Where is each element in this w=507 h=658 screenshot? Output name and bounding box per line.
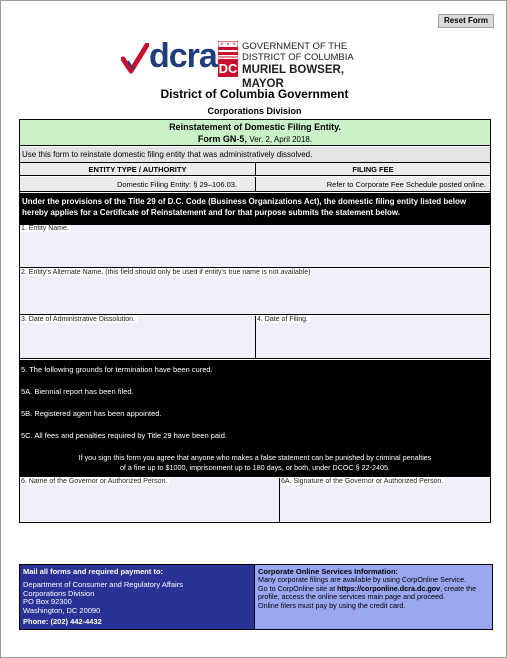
address-line-2: Corporations Division (23, 588, 95, 598)
ground-5a: 5A. Biennial report has been filed. (21, 387, 134, 396)
online-text-pre: Go to CorpOnline site at (258, 583, 338, 593)
entity-type-header: ENTITY TYPE / AUTHORITY (20, 163, 256, 176)
mailing-heading: Mail all forms and required payment to: (23, 567, 164, 576)
entity-type-value: Domestic Filing Entity: § 29–106.03. (20, 177, 256, 192)
gov-line-2: DISTRICT OF COLUMBIA (242, 52, 354, 63)
online-services-heading: Corporate Online Services Information: (258, 567, 399, 576)
phone-number: Phone: (202) 442-4432 (23, 617, 102, 626)
online-services-text-2 (258, 585, 489, 602)
online-services-text-1: Many corporate filings are available by using CorpOnline Service. (258, 575, 467, 584)
statement-text: Under the provisions of the Title 29 of D.C. Code (Business Organizations Act), the domestic filing entity listed below hereby applies for a Certificate of Reinstatement and for that purpose submits the statement below. (20, 193, 490, 224)
address-line-4: Washington, DC 20090 (23, 605, 101, 615)
alternate-name-field (20, 269, 490, 315)
ground-5c: 5C. All fees and penalties required by Title 29 have been paid. (21, 431, 227, 440)
filing-fee-header: FILING FEE (256, 163, 490, 176)
form-title-band (20, 120, 490, 146)
signature-label: 6A. Signature of the Governor or Authorized Person. (281, 478, 444, 485)
dissolution-date-input[interactable] (20, 325, 255, 358)
page-title: District of Columbia Government (160, 87, 349, 101)
government-name (242, 41, 381, 91)
form-version-date: Ver. 2, April 2018. (249, 135, 313, 144)
signature-field (280, 478, 490, 522)
penalty-warning (20, 453, 490, 473)
governor-name-label: 6. Name of the Governor or Authorized Person. (21, 478, 168, 485)
dcra-logo (121, 37, 381, 90)
penalty-warning-line-1: If you sign this form you agree that anyone who makes a false statement can be punished by criminal penalties (78, 453, 432, 462)
dc-flag-icon (218, 41, 238, 77)
address-line-1: Department of Consumer and Regulatory Affairs (23, 580, 183, 589)
dissolution-date-label: 3. Date of Administrative Dissolution. (21, 316, 135, 323)
penalty-warning-line-2: of a fine up to $1000, imprisonment up to 180 days, or both, under DCOC § 22-2405. (119, 463, 391, 472)
filing-date-input[interactable] (256, 325, 490, 358)
filing-fee-value: Refer to Corporate Fee Schedule posted online. (256, 177, 490, 192)
alternate-name-label: 2. Entity's Alternate Name. (this field should only be used if entity's true name is not available) (21, 269, 311, 276)
entity-name-input[interactable] (20, 234, 490, 267)
online-services-text-3: Online filers must pay by using the credit card. (258, 600, 406, 610)
signature-input[interactable] (280, 487, 490, 522)
reset-form-button[interactable]: Reset Form (438, 14, 494, 28)
form-instruction: Use this form to reinstate domestic filing entity that was administratively dissolved. (20, 147, 490, 163)
grounds-section (20, 360, 490, 477)
filing-date-field (256, 316, 490, 359)
governor-name-input[interactable] (20, 487, 279, 522)
mailing-info (20, 565, 254, 629)
dcra-wordmark: dcra (149, 37, 217, 75)
footer (19, 564, 493, 630)
ground-5b: 5B. Registered agent has been appointed. (21, 409, 162, 418)
form-version (20, 133, 490, 146)
online-services-info (254, 565, 492, 629)
form-body (19, 119, 491, 523)
alternate-name-input[interactable] (20, 278, 490, 314)
corponline-link[interactable]: https://corponline.dcra.dc.gov (337, 583, 441, 593)
mayor-name: MURIEL BOWSER, MAYOR (242, 64, 345, 90)
checkmark-icon (121, 43, 149, 75)
grounds-heading: 5. The following grounds for termination have been cured. (21, 365, 213, 374)
entity-name-field (20, 224, 490, 268)
governor-name-field (20, 478, 280, 522)
filing-date-label: 4. Date of Filing. (257, 316, 308, 323)
svg-text:DC: DC (218, 61, 238, 76)
page-subtitle: Corporations Division (207, 106, 302, 116)
dissolution-date-field (20, 316, 256, 359)
entity-name-label: 1. Entity Name. (21, 225, 69, 232)
form-number: Form GN-5, (197, 134, 250, 144)
gov-line-1: GOVERNMENT OF THE (242, 41, 348, 52)
address-line-3: PO Box 92300 (23, 597, 72, 606)
form-title: Reinstatement of Domestic Filing Entity. (169, 122, 341, 132)
online-text-post: , create the profile, access the online services main page and proceed. (258, 583, 477, 601)
